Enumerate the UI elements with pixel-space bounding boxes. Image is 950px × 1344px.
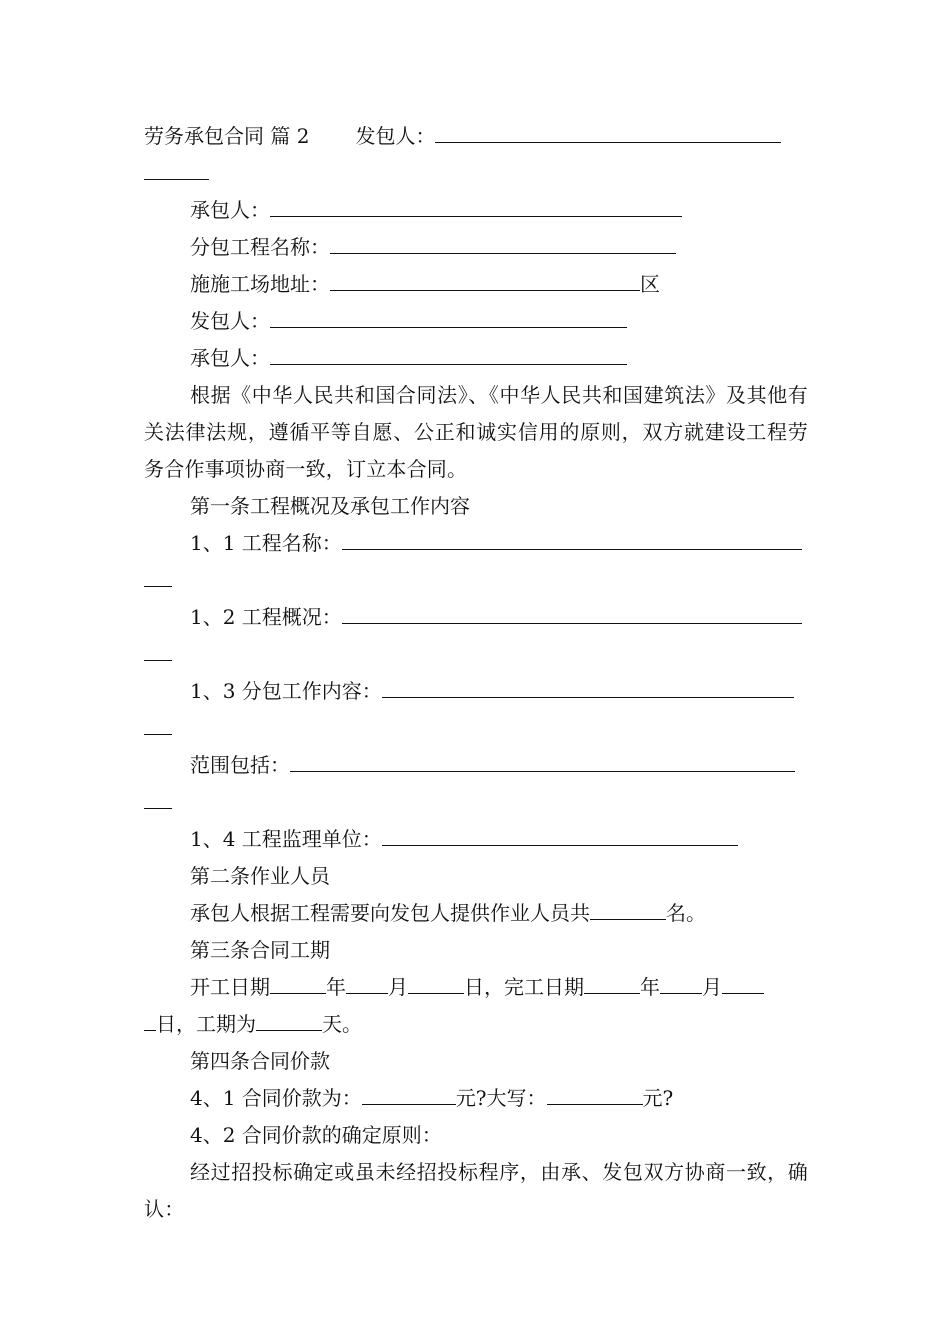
contractor-label: 承包人： <box>190 198 270 222</box>
scope-line-cont <box>144 784 808 821</box>
employer-blank[interactable] <box>435 121 781 143</box>
price-line <box>144 1080 808 1117</box>
contractor-line <box>144 192 808 229</box>
project-overview-blank-cont[interactable] <box>144 639 172 661</box>
project-overview-line <box>144 599 808 636</box>
month-label-2: 月 <box>702 975 722 999</box>
scope-blank[interactable] <box>290 750 795 772</box>
work-content-label: 1、3 分包工作内容： <box>190 679 382 703</box>
start-month-blank[interactable] <box>346 972 388 994</box>
workers-unit: 名。 <box>666 901 706 925</box>
year-label-2: 年 <box>640 975 660 999</box>
price-words-label: 元?大写： <box>455 1086 547 1110</box>
title-line <box>144 118 808 155</box>
scope-label: 范围包括： <box>190 753 290 777</box>
start-date-label: 开工日期 <box>190 975 270 999</box>
end-date-label: 日，完工日期 <box>464 975 584 999</box>
supervisor-label: 1、4 工程监理单位： <box>190 827 382 851</box>
contractor-blank-2[interactable] <box>270 343 627 365</box>
employer-label: 发包人： <box>355 124 436 148</box>
workers-label: 承包人根据工程需要向发包人提供作业人员共 <box>190 901 590 925</box>
project-name-line <box>144 525 808 562</box>
site-address-blank[interactable] <box>330 269 640 291</box>
price-principle-paragraph: 经过招投标确定或虽未经招投标程序，由承、发包双方协商一致，确认： <box>144 1160 808 1221</box>
employer-label-2: 发包人： <box>190 309 270 333</box>
district-label: 区 <box>640 272 660 296</box>
price-label: 4、1 合同价款为： <box>190 1086 362 1110</box>
article-2-heading: 第二条作业人员 <box>190 864 330 888</box>
schedule-line <box>144 969 808 1006</box>
project-name-blank[interactable] <box>342 528 802 550</box>
subcontract-name-line <box>144 229 808 266</box>
project-name-blank-cont[interactable] <box>144 565 172 587</box>
work-content-blank[interactable] <box>382 676 794 698</box>
work-content-line-cont <box>144 710 808 747</box>
end-year-blank[interactable] <box>584 972 640 994</box>
employer-blank-cont[interactable] <box>144 158 209 180</box>
project-overview-blank[interactable] <box>342 602 802 624</box>
schedule-line-cont <box>144 1006 808 1043</box>
end-day-blank-cont[interactable] <box>144 1009 156 1031</box>
title-line-cont <box>144 155 808 192</box>
duration-label: 日，工期为 <box>156 1012 256 1036</box>
preamble-paragraph: 根据《中华人民共和国合同法》、《中华人民共和国建筑法》及其他有关法律法规，遵循平等自愿、公正和诚实信用的原则，双方就建设工程劳务合作事项协商一致，订立本合同。 <box>144 383 808 481</box>
article-4-heading: 第四条合同价款 <box>190 1049 330 1073</box>
contractor-blank[interactable] <box>270 195 682 217</box>
workers-line <box>144 895 808 932</box>
article-1-heading: 第一条工程概况及承包工作内容 <box>190 494 470 518</box>
start-year-blank[interactable] <box>270 972 326 994</box>
site-address-label: 施施工场地址： <box>190 272 330 296</box>
supervisor-blank[interactable] <box>382 824 738 846</box>
duration-blank[interactable] <box>256 1009 322 1031</box>
project-overview-line-cont <box>144 636 808 673</box>
work-content-blank-cont[interactable] <box>144 713 172 735</box>
article-3-heading: 第三条合同工期 <box>190 938 330 962</box>
employer-line-2 <box>144 303 808 340</box>
year-label: 年 <box>326 975 346 999</box>
workers-count-blank[interactable] <box>590 898 666 920</box>
month-label: 月 <box>388 975 408 999</box>
price-words-blank[interactable] <box>547 1083 643 1105</box>
project-name-label: 1、1 工程名称： <box>190 531 342 555</box>
price-unit: 元? <box>642 1086 674 1110</box>
price-principle-line: 4、2 合同价款的确定原则： <box>190 1123 442 1147</box>
contractor-label-2: 承包人： <box>190 346 270 370</box>
days-label: 天。 <box>322 1012 362 1036</box>
price-blank[interactable] <box>362 1083 456 1105</box>
work-content-line <box>144 673 808 710</box>
end-day-blank[interactable] <box>722 972 764 994</box>
contract-title: 劳务承包合同 篇 2 <box>144 124 310 148</box>
start-day-blank[interactable] <box>408 972 464 994</box>
subcontract-name-label: 分包工程名称： <box>190 235 330 259</box>
project-name-line-cont <box>144 562 808 599</box>
site-address-line <box>144 266 808 303</box>
employer-blank-2[interactable] <box>270 306 627 328</box>
contract-body <box>144 118 808 1228</box>
scope-line <box>144 747 808 784</box>
project-overview-label: 1、2 工程概况： <box>190 605 342 629</box>
end-month-blank[interactable] <box>660 972 702 994</box>
scope-blank-cont[interactable] <box>144 787 172 809</box>
contractor-line-2 <box>144 340 808 377</box>
supervisor-line <box>144 821 808 858</box>
subcontract-name-blank[interactable] <box>330 232 676 254</box>
